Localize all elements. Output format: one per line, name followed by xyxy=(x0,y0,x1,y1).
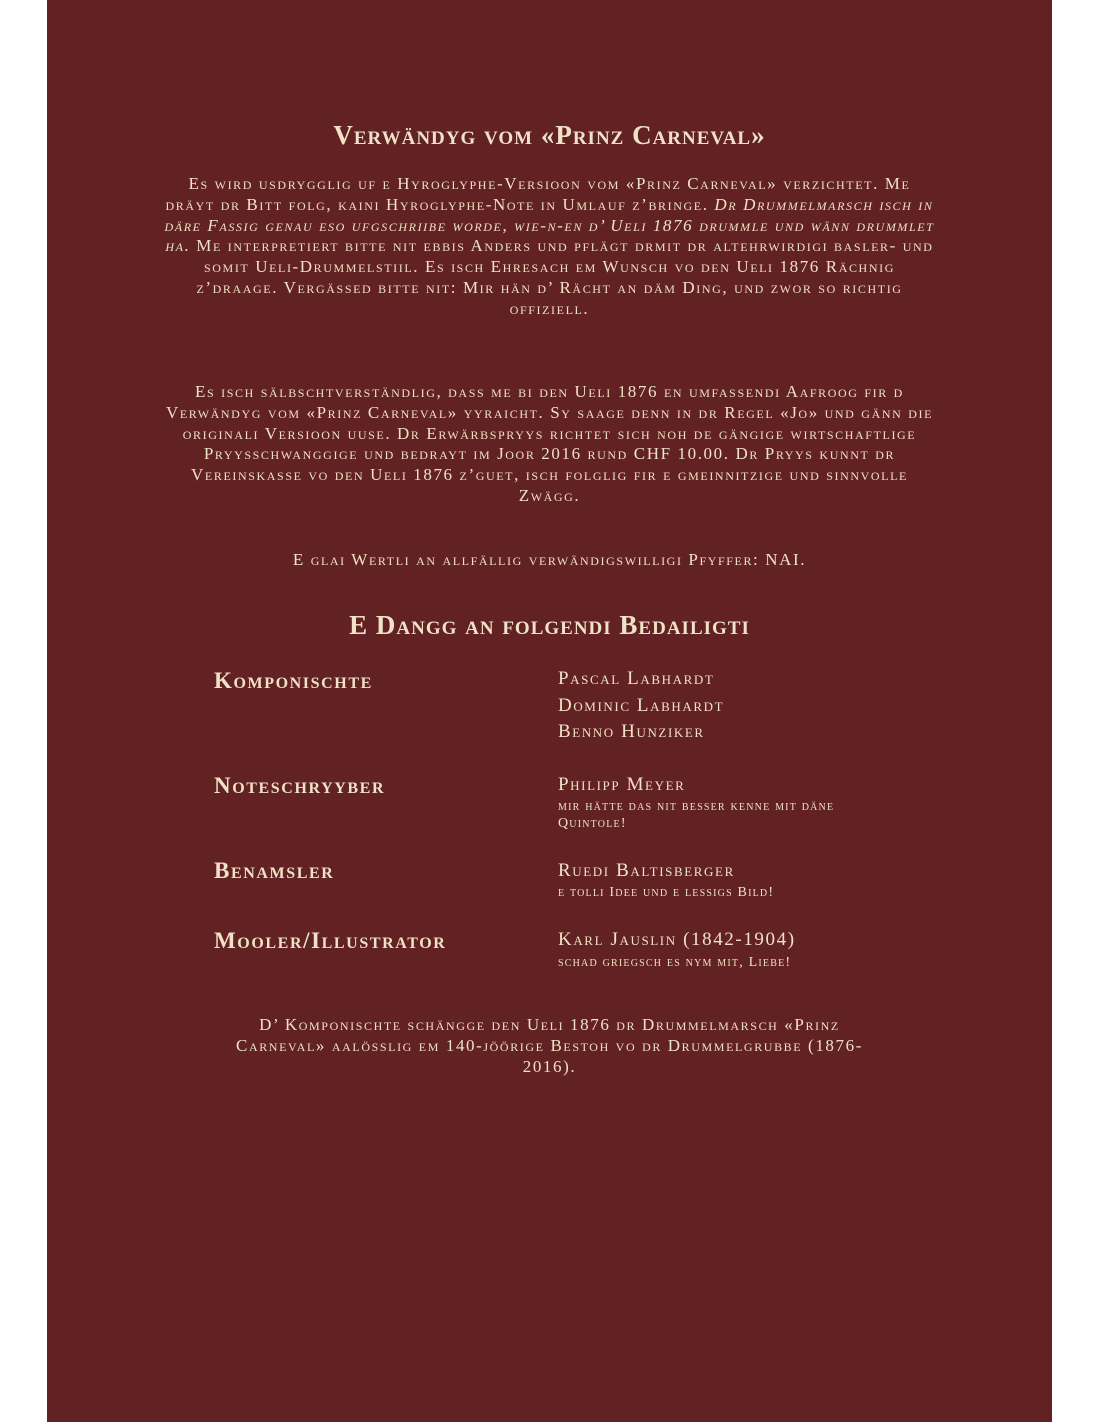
paragraph-text: Es wird usdrygglig uf e Hyroglyphe-Versioon vom «Prinz Carneval» verzichtet. Me dräyt dr Bitt folg, kaini Hyroglyphe-Note in Umlauf z’bringe. xyxy=(165,174,911,214)
credit-name: Dominic Labhardt xyxy=(558,695,725,716)
section-title-usage: Verwändyg vom «Prinz Carneval» xyxy=(333,120,766,150)
credit-name: Pascal Labhardt xyxy=(558,668,715,689)
credit-name: Philipp Meyer xyxy=(558,774,686,795)
section-title-thanks: E Dangg an folgendi Bedailigti xyxy=(349,610,750,640)
paragraph-note-to-pipers: E glai Wertli an allfällig verwändigswilligi Pfyffer: NAI. xyxy=(292,550,807,569)
credit-name: Karl Jauslin (1842-1904) xyxy=(558,929,796,950)
paragraph-italic-text: Dr Drummelmarsch isch in däre Fassig genau eso ufgschriibe worde, wie-n-en d’ Ueli 1876 drummle und wänn drummlet ha. xyxy=(164,194,935,256)
credit-role-notation: Noteschryyber xyxy=(214,773,386,798)
credit-role-naming: Benamsler xyxy=(214,858,335,883)
paragraph-text: Me interpretiert bitte nit ebbis Anders und pflägt drmit dr altehrwirdigi basler- und somit Ueli-Drummelstiil. Es isch Ehresach em Wunsch vo den Ueli 1876 Rächnig z’draage. Vergässed bitte nit: Mir hän d’ Rächt an däm Ding, und zwor so richtig offiziell. xyxy=(190,236,934,318)
credit-role-illustrator: Mooler/Illustrator xyxy=(214,928,447,953)
credit-name: Benno Hunziker xyxy=(558,721,705,742)
document-page xyxy=(47,0,1052,1422)
credit-note: schad griegsch es nym mit, Liebe! xyxy=(558,955,792,970)
credit-note: mir hätte das nit besser kenne mit däne Quintole! xyxy=(558,799,835,831)
paragraph-request-info: Es isch sälbschtverständlig, dass me bi den Ueli 1876 en umfassendi Aafroog fir d Verwändyg vom «Prinz Carneval» yyraicht. Sy saage denn in dr Regel «Jo» und gänn die originali Versioon uuse. Dr Erwärbspryys richtet sich noh de gängige wirtschaftlige Pryysschwanggige und bedrayt im Joor 2016 rund CHF 10.00. Dr Pryys kunnt dr Vereinskasse vo den Ueli 1876 z’guet, isch folglig fir e gmeinnitzige und sinnvolle Zwägg. xyxy=(165,382,934,505)
credit-name: Ruedi Baltisberger xyxy=(558,860,735,881)
closing-dedication: D’ Komponischte schängge den Ueli 1876 dr Drummelmarsch «Prinz Carneval» aalösslig em 140-jöörige Bestoh vo dr Drummelgrubbe (1876-2016). xyxy=(236,1015,863,1076)
credit-role-composers: Komponischte xyxy=(214,668,373,693)
paragraph-usage-rules xyxy=(162,174,937,320)
credit-note: e tolli Idee und e lessigs Bild! xyxy=(558,885,775,900)
